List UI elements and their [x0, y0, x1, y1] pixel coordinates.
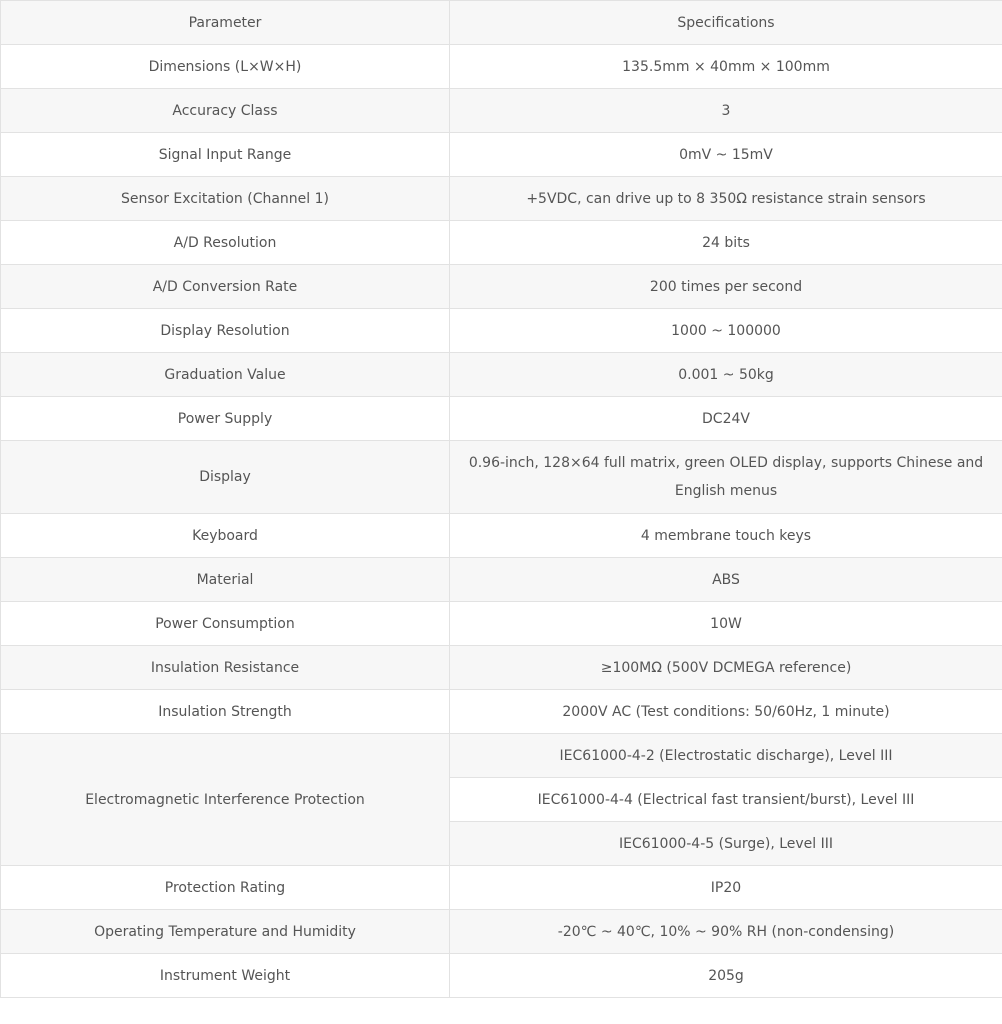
- header-specifications: Specifications: [450, 1, 1002, 45]
- row-parameter: Graduation Value: [1, 353, 450, 397]
- row-parameter: Protection Rating: [1, 866, 450, 910]
- row-parameter: Insulation Resistance: [1, 646, 450, 690]
- emi-value: IEC61000-4-2 (Electrostatic discharge), Level III: [450, 734, 1002, 778]
- table-row: [1, 646, 1002, 690]
- table-row: [1, 45, 1002, 89]
- row-value: 0.001 ~ 50kg: [450, 353, 1002, 397]
- row-value: -20℃ ~ 40℃, 10% ~ 90% RH (non-condensing): [450, 910, 1002, 954]
- table-row: [1, 397, 1002, 441]
- row-value: 2000V AC (Test conditions: 50/60Hz, 1 minute): [450, 690, 1002, 734]
- row-value: 3: [450, 89, 1002, 133]
- row-value: 24 bits: [450, 221, 1002, 265]
- table-row: [1, 558, 1002, 602]
- row-parameter: Accuracy Class: [1, 89, 450, 133]
- emi-value: IEC61000-4-5 (Surge), Level III: [450, 822, 1002, 866]
- table-row: [1, 602, 1002, 646]
- row-value: 4 membrane touch keys: [450, 514, 1002, 558]
- table-row: [1, 265, 1002, 309]
- row-parameter: Display: [1, 441, 450, 514]
- table-row: [1, 177, 1002, 221]
- row-parameter: Insulation Strength: [1, 690, 450, 734]
- row-value: ABS: [450, 558, 1002, 602]
- table-row: [1, 866, 1002, 910]
- row-value: 0mV ~ 15mV: [450, 133, 1002, 177]
- row-value: 1000 ~ 100000: [450, 309, 1002, 353]
- row-parameter: Sensor Excitation (Channel 1): [1, 177, 450, 221]
- row-value: DC24V: [450, 397, 1002, 441]
- row-parameter: Display Resolution: [1, 309, 450, 353]
- table-row: [1, 514, 1002, 558]
- table-row: [1, 309, 1002, 353]
- row-value: ≥100MΩ (500V DCMEGA reference): [450, 646, 1002, 690]
- row-value: IP20: [450, 866, 1002, 910]
- table-row: [1, 441, 1002, 514]
- row-value: 205g: [450, 954, 1002, 998]
- table-row: [1, 734, 1002, 778]
- row-value: 10W: [450, 602, 1002, 646]
- table-row: [1, 690, 1002, 734]
- row-parameter: Instrument Weight: [1, 954, 450, 998]
- row-parameter: Signal Input Range: [1, 133, 450, 177]
- row-parameter: Dimensions (L×W×H): [1, 45, 450, 89]
- row-parameter: A/D Resolution: [1, 221, 450, 265]
- emi-parameter: Electromagnetic Interference Protection: [1, 734, 450, 866]
- table-row: [1, 910, 1002, 954]
- table-row: [1, 954, 1002, 998]
- row-value: 135.5mm × 40mm × 100mm: [450, 45, 1002, 89]
- table-header-row: [1, 1, 1002, 45]
- table-row: [1, 89, 1002, 133]
- row-parameter: A/D Conversion Rate: [1, 265, 450, 309]
- row-value: 200 times per second: [450, 265, 1002, 309]
- row-parameter: Power Consumption: [1, 602, 450, 646]
- emi-value: IEC61000-4-4 (Electrical fast transient/burst), Level III: [450, 778, 1002, 822]
- table-row: [1, 353, 1002, 397]
- table-row: [1, 133, 1002, 177]
- row-parameter: Keyboard: [1, 514, 450, 558]
- row-parameter: Material: [1, 558, 450, 602]
- table-row: [1, 221, 1002, 265]
- row-parameter: Operating Temperature and Humidity: [1, 910, 450, 954]
- row-value: 0.96-inch, 128×64 full matrix, green OLED display, supports Chinese and English menus: [450, 441, 1002, 514]
- row-value: +5VDC, can drive up to 8 350Ω resistance strain sensors: [450, 177, 1002, 221]
- header-parameter: Parameter: [1, 1, 450, 45]
- row-parameter: Power Supply: [1, 397, 450, 441]
